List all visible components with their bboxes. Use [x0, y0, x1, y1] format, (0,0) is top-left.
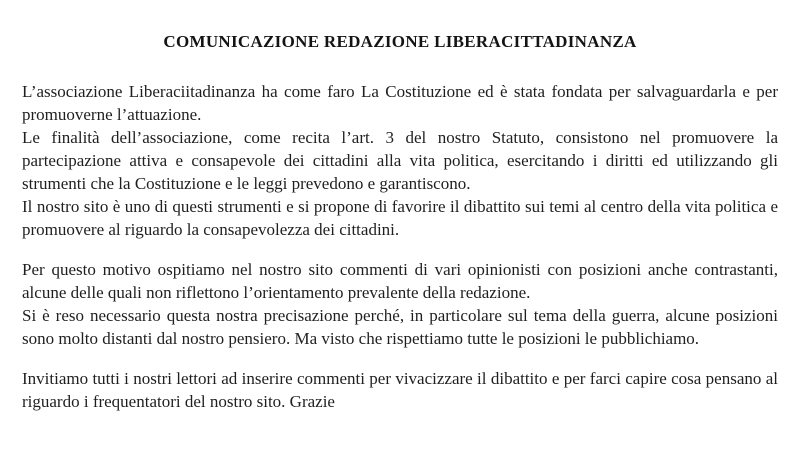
- text-block-site-purpose: Il nostro sito è uno di questi strumenti e si propone di favorire il dibattito sui temi al centro della vita politica e promuovere al riguardo la consapevolezza dei cittadini.: [22, 197, 778, 239]
- text-block-statute-goals: Le finalità dell’associazione, come recita l’art. 3 del nostro Statuto, consistono nel promuovere la partecipazione attiva e consapevole dei cittadini alla vita politica, esercitando i diritti ed utilizzando gli strumenti che la Costituzione e le leggi prevedono e garantiscono.: [22, 128, 778, 193]
- paragraph-section-editorial-position: [22, 258, 778, 350]
- text-block-association-foundation: L’associazione Liberaciitadinanza ha come faro La Costituzione ed è stata fondata per salvaguardarla e per promuoverne l’attuazione.: [22, 82, 778, 124]
- text-block-clarification-war: Si è reso necessario questa nostra precisazione perché, in particolare sul tema della guerra, alcune posizioni sono molto distanti dal nostro pensiero. Ma visto che rispettiamo tutte le posizioni le pubblichiamo.: [22, 306, 778, 348]
- text-block-reader-invitation: Invitiamo tutti i nostri lettori ad inserire commenti per vivacizzare il dibattito e per farci capire cosa pensano al riguardo i frequentatori del nostro sito. Grazie: [22, 369, 778, 411]
- text-block-opinions-hosted: Per questo motivo ospitiamo nel nostro sito commenti di vari opinionisti con posizioni anche contrastanti, alcune delle quali non riflettono l’orientamento prevalente della redazione.: [22, 260, 778, 302]
- paragraph-section-intro: [22, 80, 778, 241]
- document-title: COMUNICAZIONE REDAZIONE LIBERACITTADINANZA: [163, 32, 637, 51]
- paragraph-section-invitation: [22, 367, 778, 413]
